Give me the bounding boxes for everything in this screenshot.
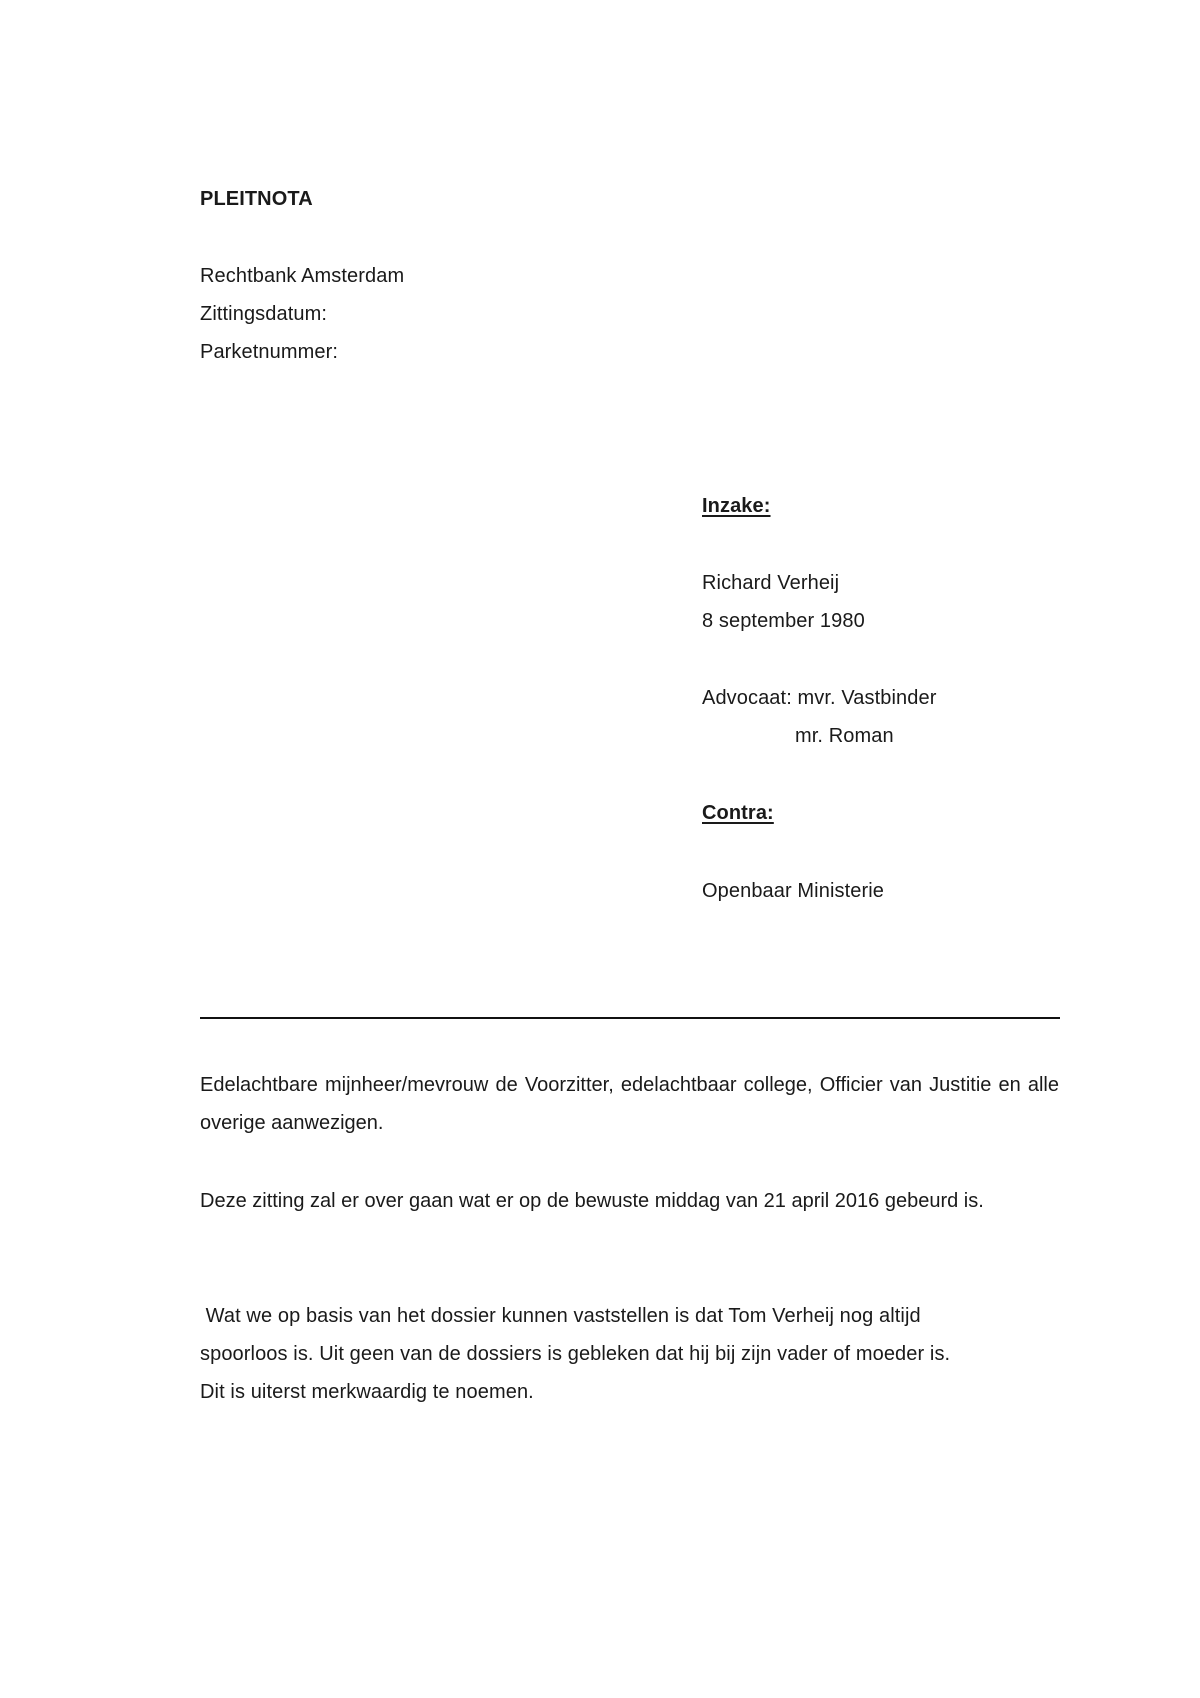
inzake-heading: Inzake: xyxy=(702,495,771,517)
section-divider xyxy=(200,1017,1060,1019)
case-number-label: Parketnummer: xyxy=(200,341,339,363)
session-date-label: Zittingsdatum: xyxy=(200,303,328,325)
defendant-name: Richard Verheij xyxy=(702,572,840,594)
contra-heading: Contra: xyxy=(702,802,774,824)
court-name: Rechtbank Amsterdam xyxy=(200,265,405,287)
paragraph-session: Deze zitting zal er over gaan wat er op de bewuste middag van 21 april 2016 gebeurd is. xyxy=(200,1190,984,1212)
opponent-name: Openbaar Ministerie xyxy=(702,880,884,902)
paragraph-dossier-line-1: Wat we op basis van het dossier kunnen vaststellen is dat Tom Verheij nog altijd xyxy=(200,1305,921,1327)
document-title: PLEITNOTA xyxy=(200,188,313,210)
advocate-second: mr. Roman xyxy=(795,725,894,747)
paragraph-address: Edelachtbare mijnheer/mevrouw de Voorzitter, edelachtbaar college, Officier van Justitie en alle overige aanwezigen. xyxy=(200,1074,1059,1134)
paragraph-dossier-line-3: Dit is uiterst merkwaardig te noemen. xyxy=(200,1381,534,1403)
paragraph-dossier-line-2: spoorloos is. Uit geen van de dossiers is gebleken dat hij bij zijn vader of moeder is. xyxy=(200,1343,951,1365)
advocate-line: Advocaat: mvr. Vastbinder xyxy=(702,687,937,709)
defendant-dob: 8 september 1980 xyxy=(702,610,865,632)
